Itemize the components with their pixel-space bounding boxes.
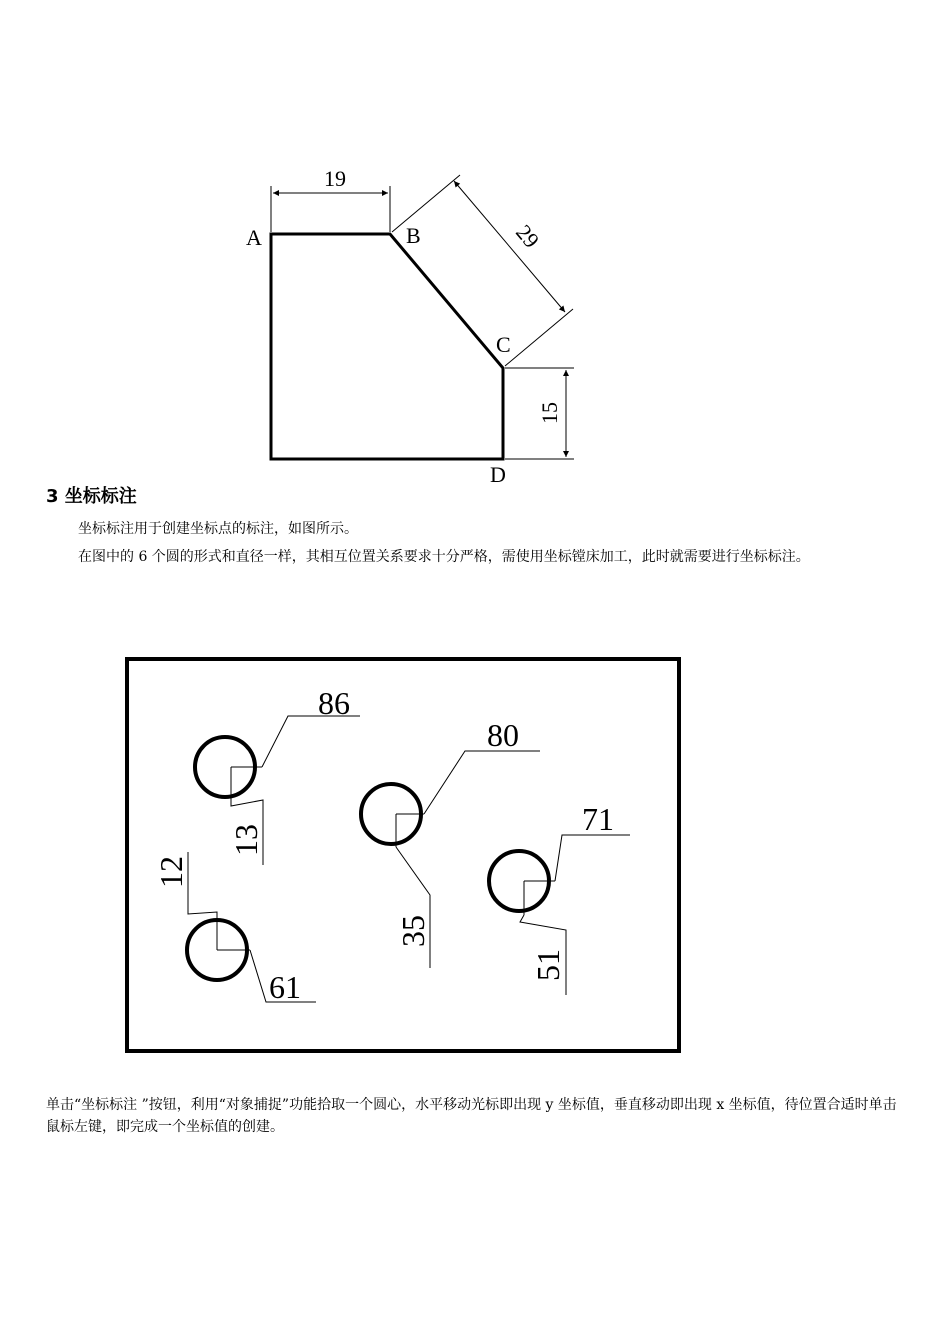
hole-1-x-label: 86 — [318, 685, 350, 721]
point-label-c: C — [496, 332, 511, 357]
figure-aligned-dimension — [0, 0, 950, 500]
dim-label-top: 19 — [324, 166, 346, 191]
dim-label-right: 15 — [537, 402, 562, 424]
extension-line — [505, 309, 573, 366]
dimension-line — [454, 181, 565, 312]
hole-2-x-label: 80 — [487, 717, 519, 753]
paragraph-instructions: 单击“坐标标注 ”按钮，利用“对象捕捉”功能拾取一个圆心，水平移动光标即出现 y 坐标值，垂直移动即出现 x 坐标值，待位置合适时单击鼠标左键，即完成一个坐标值的创建。 — [46, 1097, 897, 1135]
point-label-a: A — [246, 225, 262, 250]
hole-2-y-label: 35 — [395, 915, 431, 947]
hole-1-y-label: 13 — [228, 824, 264, 856]
paragraph-description: 在图中的 6 个圆的形式和直径一样，其相互位置关系要求十分严格，需使用坐标镗床加工，此时就需要进行坐标标注。 — [78, 549, 810, 565]
dim-label-slant: 29 — [511, 219, 545, 253]
hole-3-y-label: 51 — [530, 949, 566, 981]
part-outline — [271, 234, 503, 459]
hole-2 — [361, 751, 540, 968]
plate-border — [127, 659, 679, 1051]
hole-3-x-label: 71 — [582, 801, 614, 837]
point-label-b: B — [406, 223, 421, 248]
hole-4-x-label: 61 — [269, 969, 301, 1005]
figure-ordinate-dimension — [0, 640, 950, 1070]
extension-line — [392, 175, 460, 232]
hole-4-y-label: 12 — [153, 856, 189, 888]
section-heading: 3 坐标标注 — [46, 486, 137, 507]
paragraph-intro: 坐标标注用于创建坐标点的标注，如图所示。 — [78, 521, 358, 537]
point-label-d: D — [490, 462, 506, 487]
hole-1 — [195, 716, 360, 865]
